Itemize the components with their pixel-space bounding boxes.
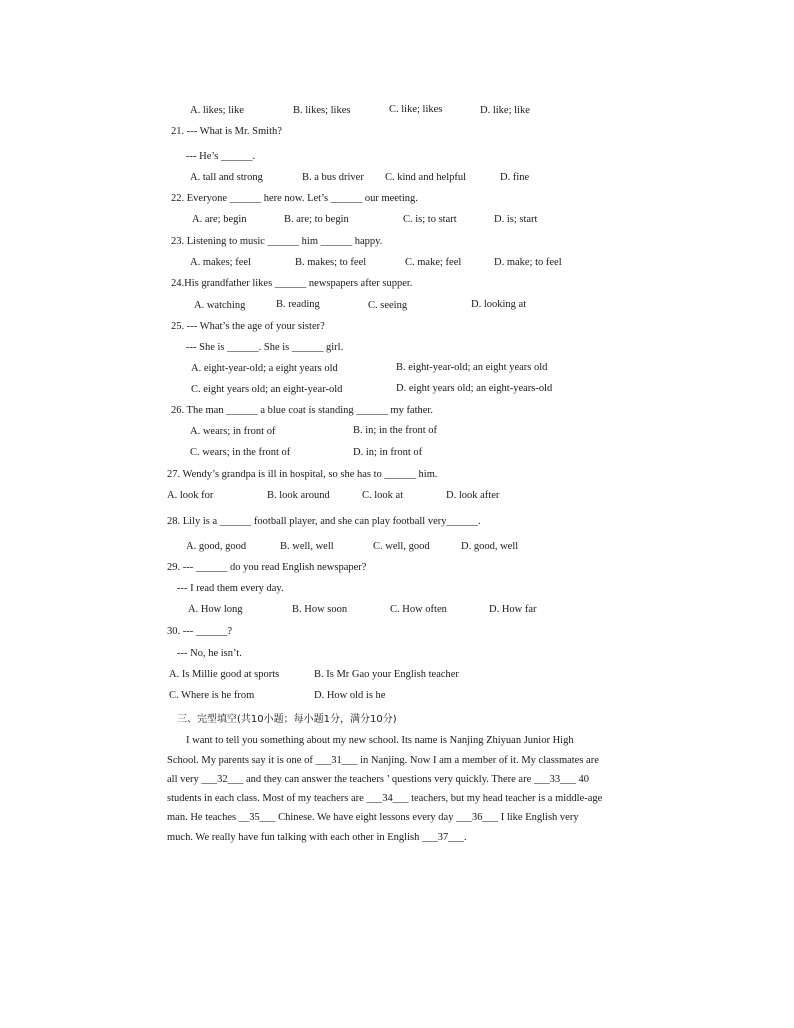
q23-option-b: B. makes; to feel	[295, 257, 367, 268]
q26-option-b: B. in; in the front of	[353, 425, 437, 436]
q21-option-a: A. tall and strong	[190, 172, 263, 183]
q27-option-d: D. look after	[446, 490, 500, 501]
q30-stem: 30. --- ______?	[167, 626, 233, 637]
q21-option-b: B. a bus driver	[302, 172, 364, 183]
q28-option-d: D. good, well	[461, 541, 519, 552]
passage-line-3: all very ___32___ and they can answer the teachers ’ questions very quickly. There are ___33___ 40	[167, 774, 590, 785]
q20-option-b: B. likes; likes	[293, 105, 351, 116]
passage-line-2: School. My parents say it is one of ___31___ in Nanjing. Now I am a member of it. My classmates are	[167, 755, 599, 766]
q21-answer-line: --- He’s ______.	[186, 151, 256, 162]
q22-option-a: A. are; begin	[192, 214, 247, 225]
q29-stem: 29. --- ______ do you read English newspaper?	[167, 562, 367, 573]
q27-stem: 27. Wendy’s grandpa is ill in hospital, so she has to ______ him.	[167, 469, 438, 480]
q25-option-c: C. eight years old; an eight-year-old	[191, 384, 343, 395]
q20-option-c: C. like; likes	[389, 104, 443, 115]
q25-stem: 25. --- What’s the age of your sister?	[171, 321, 325, 332]
q26-option-c: C. wears; in the front of	[190, 447, 291, 458]
q20-option-d: D. like; like	[480, 105, 530, 116]
q21-stem: 21. --- What is Mr. Smith?	[171, 126, 282, 137]
q25-option-b: B. eight-year-old; an eight years old	[396, 362, 548, 373]
q23-option-c: C. make; feel	[405, 257, 462, 268]
q26-stem: 26. The man ______ a blue coat is standing ______ my father.	[171, 405, 433, 416]
q24-option-a: A. watching	[194, 300, 246, 311]
q30-option-a: A. Is Millie good at sports	[169, 669, 280, 680]
q23-stem: 23. Listening to music ______ him ______ happy.	[171, 236, 383, 247]
q27-option-a: A. look for	[167, 490, 214, 501]
q29-answer-line: --- I read them every day.	[177, 583, 284, 594]
q22-stem: 22. Everyone ______ here now. Let’s ______ our meeting.	[171, 193, 418, 204]
q24-stem: 24.His grandfather likes ______ newspapers after supper.	[171, 278, 413, 289]
q30-option-d: D. How old is he	[314, 690, 386, 701]
q24-option-c: C. seeing	[368, 300, 408, 311]
q30-option-c: C. Where is he from	[169, 690, 255, 701]
q24-option-d: D. looking at	[471, 299, 527, 310]
q21-option-c: C. kind and helpful	[385, 172, 467, 183]
q22-option-b: B. are; to begin	[284, 214, 349, 225]
q27-option-b: B. look around	[267, 490, 330, 501]
passage-line-1: I want to tell you something about my new school. Its name is Nanjing Zhiyuan Junior High	[186, 735, 574, 746]
passage-line-4: students in each class. Most of my teachers are ___34___ teachers, but my head teacher is a middle-age	[167, 793, 603, 804]
q21-option-d: D. fine	[500, 172, 530, 183]
q20-option-a: A. likes; like	[190, 105, 244, 116]
q23-option-d: D. make; to feel	[494, 257, 562, 268]
q23-option-a: A. makes; feel	[190, 257, 251, 268]
q24-option-b: B. reading	[276, 299, 320, 310]
q28-option-c: C. well, good	[373, 541, 430, 552]
q27-option-c: C. look at	[362, 490, 404, 501]
q28-option-b: B. well, well	[280, 541, 334, 552]
section-3-heading: 三、完型填空(共10小题；每小题1分，满分10分)	[177, 714, 397, 725]
q25-option-d: D. eight years old; an eight-years-old	[396, 383, 553, 394]
q30-option-b: B. Is Mr Gao your English teacher	[314, 669, 459, 680]
q29-option-b: B. How soon	[292, 604, 348, 615]
q22-option-d: D. is; start	[494, 214, 538, 225]
q28-stem: 28. Lily is a ______ football player, and she can play football very______.	[167, 516, 481, 527]
q30-answer-line: --- No, he isn’t.	[177, 648, 242, 659]
passage-line-6: much. We really have fun talking with each other in English ___37___.	[167, 832, 467, 843]
q25-option-a: A. eight-year-old; a eight years old	[191, 363, 338, 374]
q26-option-a: A. wears; in front of	[190, 426, 276, 437]
q29-option-d: D. How far	[489, 604, 537, 615]
q29-option-a: A. How long	[188, 604, 243, 615]
q25-answer-line: --- She is ______. She is ______ girl.	[186, 342, 344, 353]
q29-option-c: C. How often	[390, 604, 447, 615]
q28-option-a: A. good, good	[186, 541, 247, 552]
q22-option-c: C. is; to start	[403, 214, 457, 225]
passage-line-5: man. He teaches __35___ Chinese. We have eight lessons every day ___36___ I like English very	[167, 812, 579, 823]
q26-option-d: D. in; in front of	[353, 447, 423, 458]
